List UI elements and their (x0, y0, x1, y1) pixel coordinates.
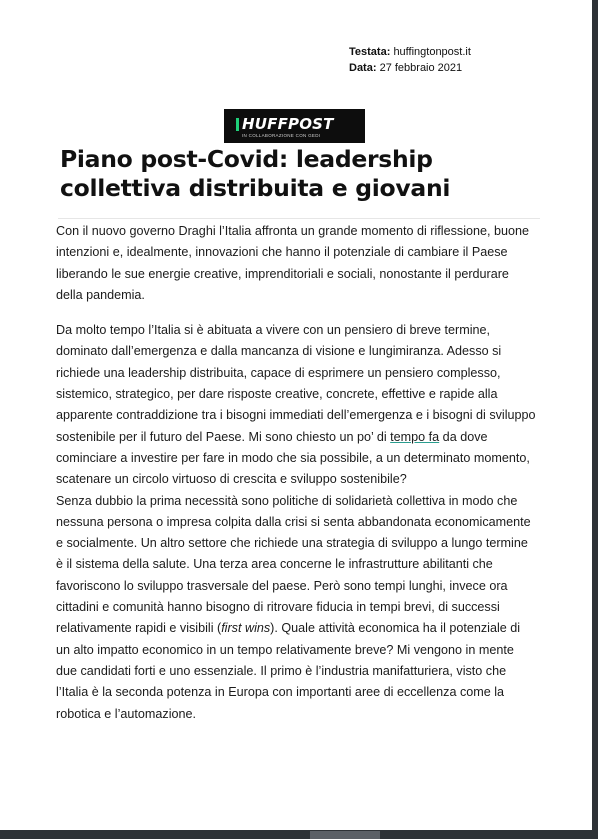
huffpost-logo (224, 109, 365, 143)
article-body (56, 221, 536, 725)
horizontal-scrollbar-thumb[interactable] (310, 831, 380, 839)
paragraph-3 (56, 491, 536, 725)
first-wins-emphasis: first wins (221, 621, 271, 636)
date-line (349, 60, 471, 76)
paragraph-1: Con il nuovo governo Draghi l’Italia affronta un grande momento di riflessione, buone intenzioni e, idealmente, innovazioni che hanno il potenziale di cambiare il Paese liberando le sue energie creative, imprenditoriali e sociali, nonostante il perdurare della pandemia. (56, 224, 530, 302)
paragraph-3-text-a: Senza dubbio la prima necessità sono politiche di solidarietà collettiva in modo che nessuna persona o impresa colpita dalla crisi si senta abbandonata economicamente e socialmente. Un altro settore che richiede una strategia di sviluppo a lungo termine è il sistema della salute. Una terza area concerne le infrastrutture abilitanti che favoriscono lo sviluppo trasversale del paese. Però sono tempi lunghi, invece ora cittadini e comunità hanno bisogno di ritrovare fiducia in tempi brevi, di successi relativamente rapidi e visibili ( (56, 493, 531, 636)
article-title: Piano post-Covid: leadership collettiva distribuita e giovani (60, 145, 451, 202)
date-value: 27 febbraio 2021 (379, 62, 463, 74)
paragraph-2-text-b: da dove cominciare a investire per fare in modo che sia possibile, a un determinato momento, scatenare un circolo virtuoso di crescita e sviluppo sostenibile? (56, 429, 530, 487)
paragraph-2-text-a: Da molto tempo l’Italia si è abituata a vivere con un pensiero di breve termine, dominato dall’emergenza e dalla mancanza di visione e lungimiranza. Adesso si richiede una leadership distribuita, capace di esprimere un pensiero complesso, sistemico, strategico, per dare risposte creative, concrete, effettive e rapide alla apparente contraddizione tra i bisogni immediati dell’emergenza e i bisogni di sviluppo sostenibile per il futuro del Paese. Mi sono chiesto un po’ di (56, 323, 536, 444)
viewer-right-edge (592, 0, 598, 839)
source-label: Testata: (349, 46, 391, 58)
date-label: Data: (349, 62, 377, 74)
viewer-bottom-bar (0, 830, 598, 839)
source-line (349, 44, 471, 60)
logo-accent-bar (236, 118, 239, 131)
title-divider (58, 218, 540, 219)
press-metadata (349, 44, 471, 76)
paragraph-3-text-b: ). Quale attività economica ha il potenziale di un alto impatto economico in un tempo relativamente breve? Mi vengono in mente due candidati forti e uno essenziale. Il primo è l’industria manifatturiera, visto che l’Italia è la seconda potenza in Europa con importanti aree di eccellenza come la robotica e l’automazione. (56, 621, 521, 721)
logo-tagline: IN COLLABORAZIONE CON GEDI (242, 133, 321, 138)
source-value: huffingtonpost.it (393, 46, 471, 58)
paragraph-2 (56, 320, 536, 490)
tempo-fa-link[interactable]: tempo fa (390, 429, 440, 444)
logo-wordmark: HUFFPOST (242, 115, 334, 133)
